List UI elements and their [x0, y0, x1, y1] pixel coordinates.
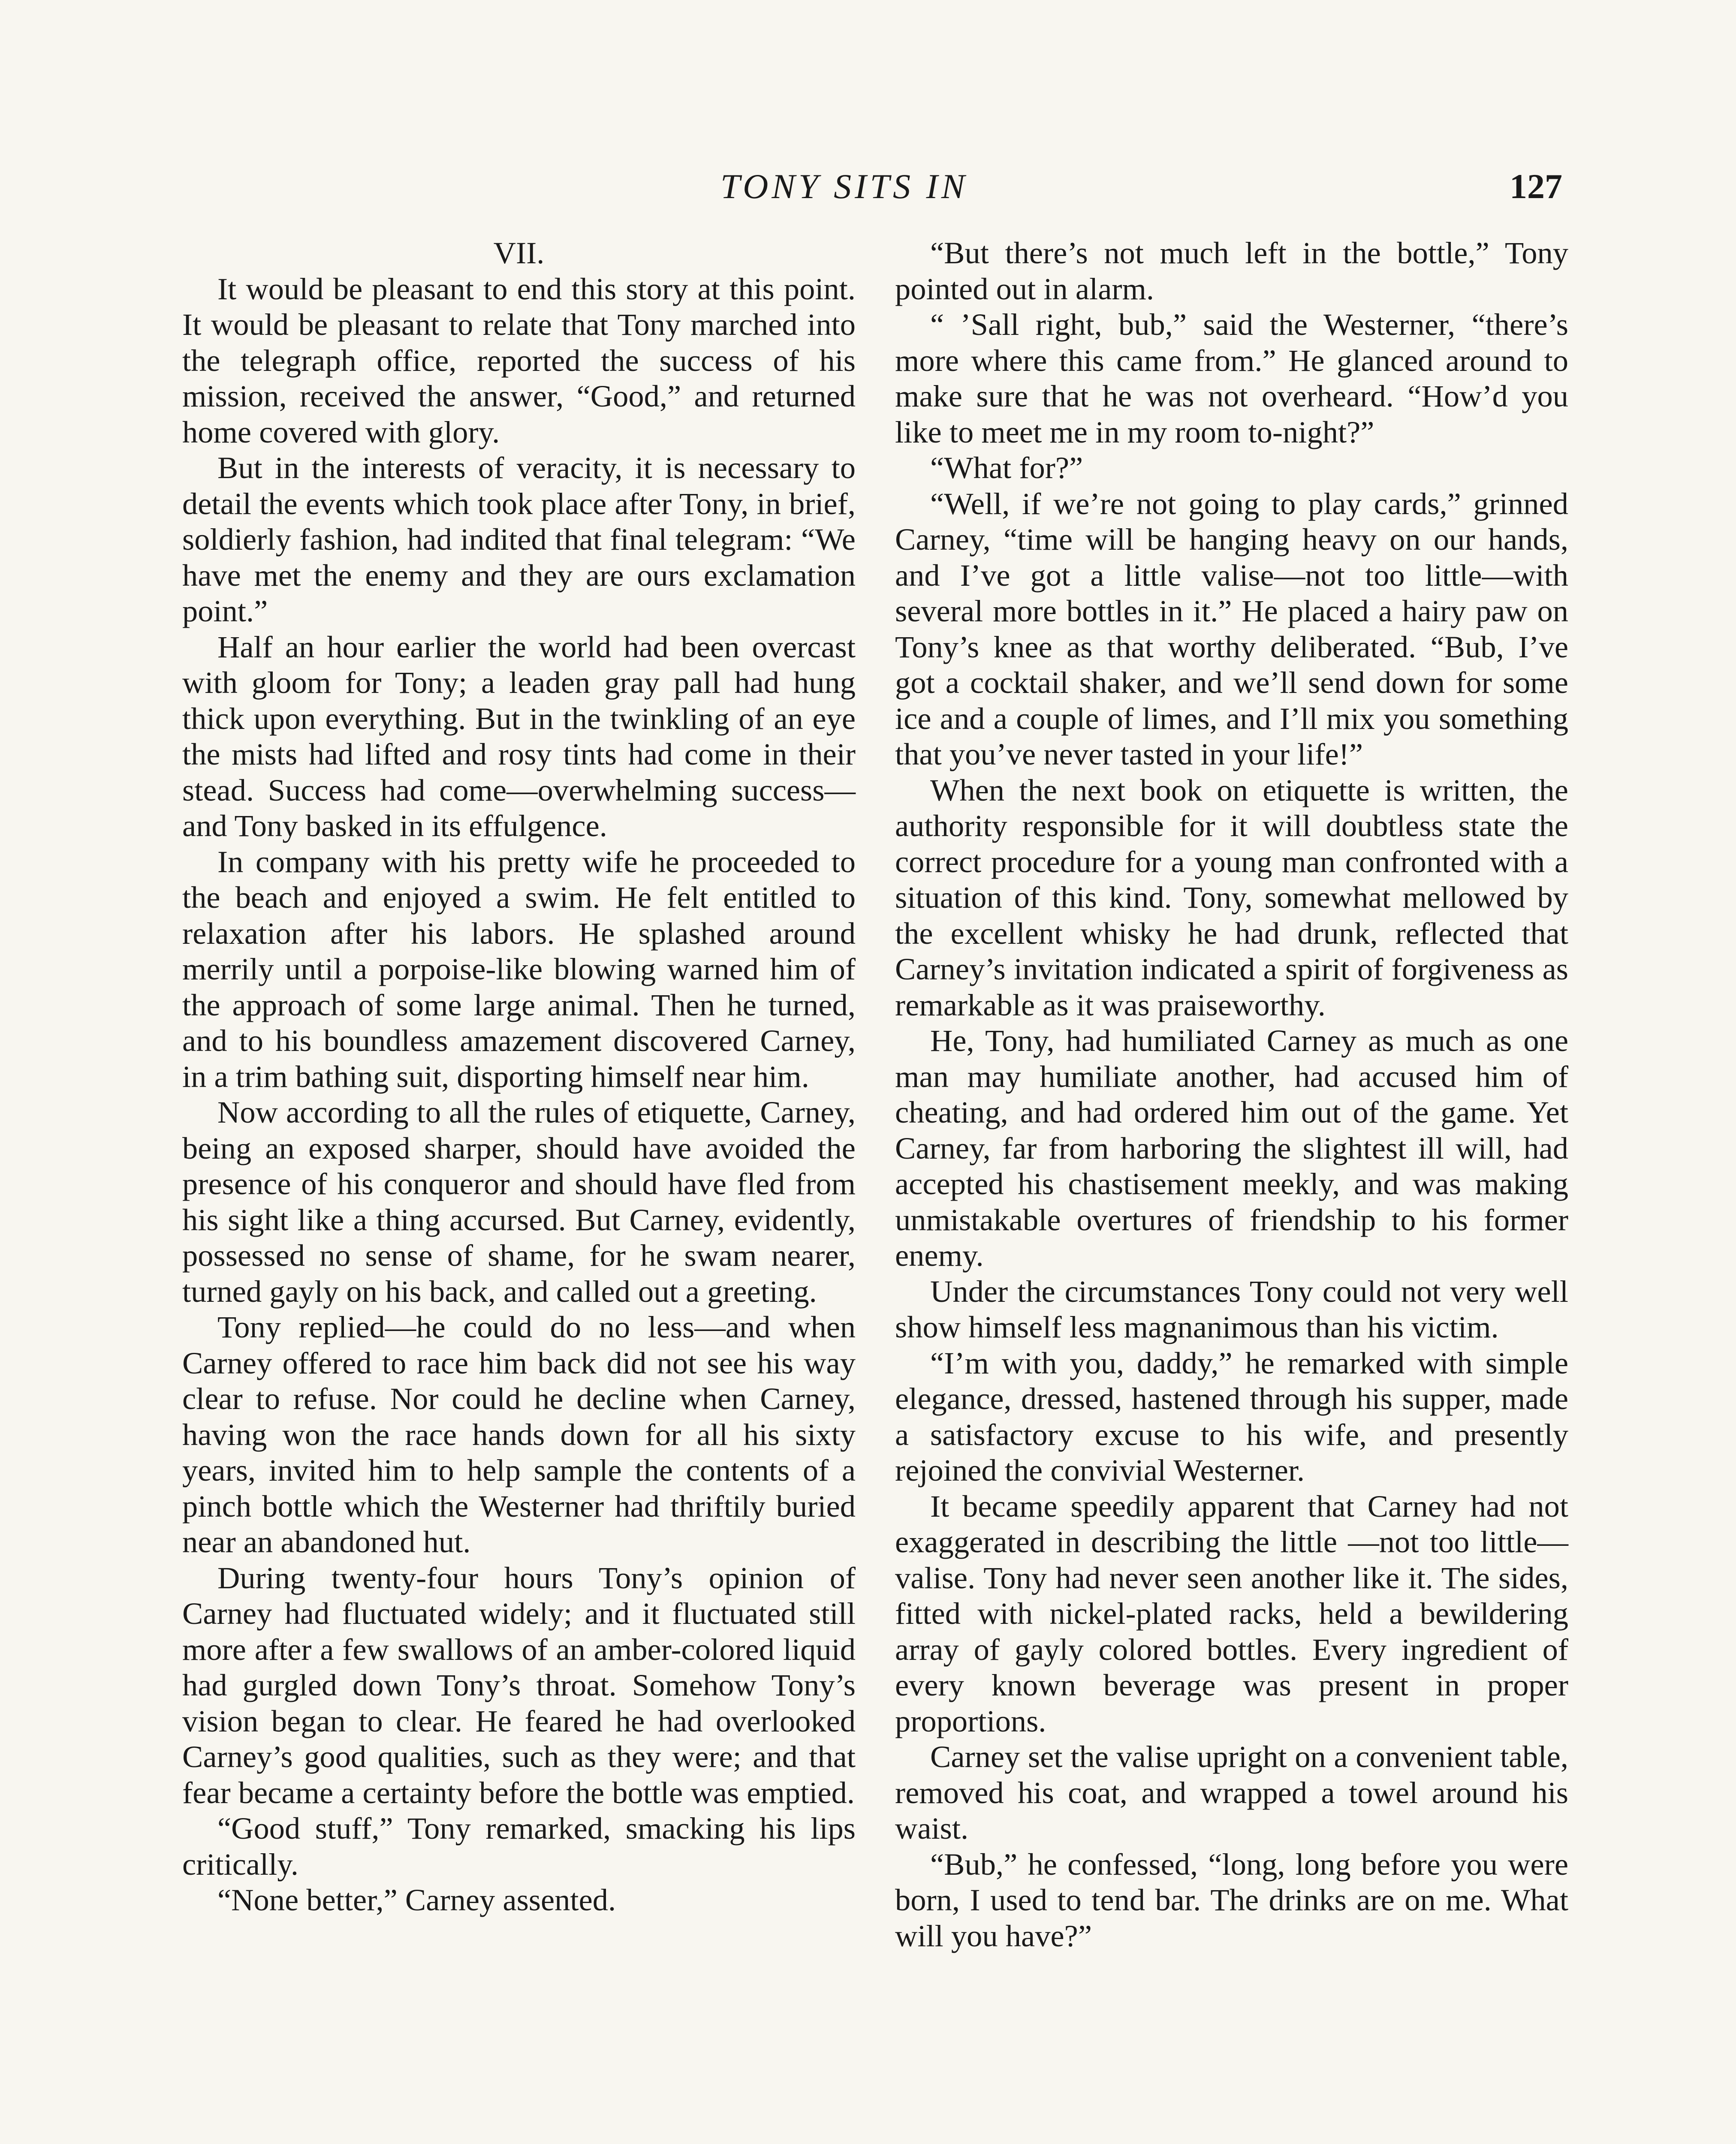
paragraph: “What for?” — [930, 450, 1083, 485]
paragraph: “Good stuff,” Tony remarked, smacking his lips critically. — [182, 1811, 856, 1882]
paragraph: “Bub,” he confessed, “long, long before you were born, I used to tend bar. The drinks are on me. What will you have?” — [895, 1846, 1568, 1953]
paragraph: Carney set the valise upright on a convenient table, removed his coat, and wrapped a towel around his waist. — [895, 1739, 1568, 1846]
running-head — [0, 166, 1736, 209]
paragraph: “ ’Sall right, bub,” said the Westerner, “there’s more where this came from.” He glanced around to make sure that he was not overheard. “How’d you like to meet me in my room to-night?” — [895, 307, 1568, 449]
paragraph: “But there’s not much left in the bottle,” Tony pointed out in alarm. — [895, 235, 1568, 306]
paragraph: In company with his pretty wife he proceeded to the beach and enjoyed a swim. He felt entitled to relaxation after his labors. He splashed around merrily until a porpoise-like blowing warned him of the approach of some large animal. Then he turned, and to his boundless amazement discovered Carney, in a trim bathing suit, disporting himself near him. — [182, 844, 856, 1094]
paragraph: Now according to all the rules of etiquette, Carney, being an exposed sharper, should have avoided the presence of his conqueror and should have fled from his sight like a thing accursed. But Carney, evidently, possessed no sense of shame, for he swam nearer, turned gayly on his back, and called out a greeting. — [182, 1095, 856, 1309]
paragraph: During twenty-four hours Tony’s opinion of Carney had fluctuated widely; and it fluctuated still more after a few swallows of an amber-colored liquid had gurgled down Tony’s throat. Somehow Tony’s vision began to clear. He feared he had overlooked Carney’s good qualities, such as they were; and that fear became a certainty before the bottle was emptied. — [182, 1560, 856, 1810]
left-column — [182, 235, 856, 1918]
paragraph: But in the interests of veracity, it is necessary to detail the events which took place after Tony, in brief, soldierly fashion, had indited that final telegram: “We have met the enemy and they are ours exclamation point.” — [182, 450, 856, 628]
section-heading: VII. — [493, 235, 545, 270]
paragraph: It became speedily apparent that Carney had not exaggerated in describing the little —not too little—valise. Tony had never seen another like it. The sides, fitted with nickel-plated racks, held a bewildering array of gayly colored bottles. Every ingredient of every known beverage was present in proper proportions. — [895, 1488, 1568, 1738]
paragraph: Half an hour earlier the world had been overcast with gloom for Tony; a leaden gray pall had hung thick upon everything. But in the twinkling of an eye the mists had lifted and rosy tints had come in their stead. Success had come—overwhelming success—and Tony basked in its effulgence. — [182, 629, 856, 843]
running-title: TONY SITS IN — [720, 167, 968, 206]
paragraph: Under the circumstances Tony could not very well show himself less magnanimous than his victim. — [895, 1274, 1568, 1344]
paragraph: “Well, if we’re not going to play cards,” grinned Carney, “time will be hanging heavy on our hands, and I’ve got a little valise—not too little—with several more bottles in it.” He placed a hairy paw on Tony’s knee as that worthy deliberated. “Bub, I’ve got a cocktail shaker, and we’ll send down for some ice and a couple of limes, and I’ll mix you something that you’ve never tasted in your life!” — [895, 486, 1568, 771]
paragraph: It would be pleasant to end this story at this point. It would be pleasant to relate that Tony marched into the telegraph office, reported the success of his mission, received the answer, “Good,” and returned home covered with glory. — [182, 271, 856, 449]
paragraph: Tony replied—he could do no less—and when Carney offered to race him back did not see his way clear to refuse. Nor could he decline when Carney, having won the race hands down for all his sixty years, invited him to help sample the contents of a pinch bottle which the Westerner had thriftily buried near an abandoned hut. — [182, 1310, 856, 1559]
paragraph: “None better,” Carney assented. — [217, 1882, 616, 1917]
right-column — [895, 235, 1568, 1954]
paragraph: He, Tony, had humiliated Carney as much as one man may humiliate another, had accused him of cheating, and had ordered him out of the game. Yet Carney, far from harboring the slightest ill will, had accepted his chastisement meekly, and was making unmistakable overtures of friendship to his former enemy. — [895, 1023, 1568, 1273]
page-number: 127 — [1510, 167, 1562, 206]
paragraph: When the next book on etiquette is written, the authority responsible for it will doubtless state the correct procedure for a young man confronted with a situation of this kind. Tony, somewhat mellowed by the excellent whisky he had drunk, reflected that Carney’s invitation indicated a spirit of forgiveness as remarkable as it was praiseworthy. — [895, 772, 1568, 1022]
paragraph: “I’m with you, daddy,” he remarked with simple elegance, dressed, hastened through his supper, made a satisfactory excuse to his wife, and presently rejoined the convivial Westerner. — [895, 1345, 1568, 1488]
